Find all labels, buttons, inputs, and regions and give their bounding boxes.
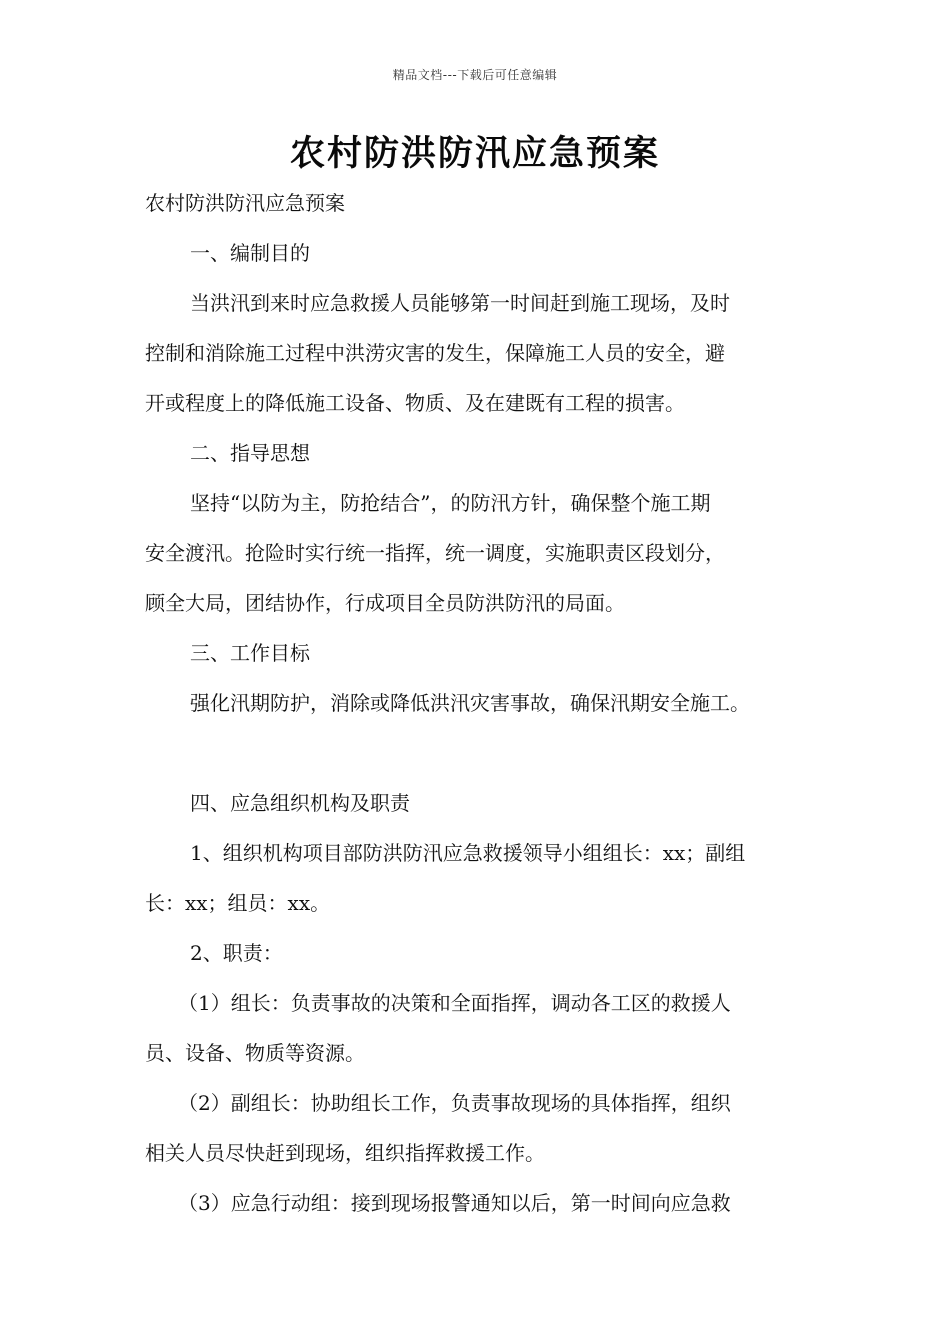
document-title: 农村防洪防汛应急预案 [289, 134, 660, 174]
paragraph-line: 控制和消除施工过程中洪涝灾害的发生，保障施工人员的安全，避 [145, 341, 725, 365]
paragraph-line: 安全渡汛。抢险时实行统一指挥，统一调度，实施职责区段划分， [145, 541, 725, 565]
paragraph-line: （1）组长：负责事故的决策和全面指挥，调动各工区的救援人 [178, 991, 731, 1015]
paragraph-line: 长：xx；组员：xx。 [145, 891, 331, 915]
paragraph-line: 顾全大局，团结协作，行成项目全员防洪防汛的局面。 [145, 591, 625, 615]
section-heading-1: 一、编制目的 [190, 241, 310, 265]
subtitle-line: 农村防洪防汛应急预案 [145, 191, 345, 215]
section-heading-3: 三、工作目标 [190, 641, 310, 665]
section-heading-2: 二、指导思想 [190, 441, 310, 465]
paragraph-line: （2）副组长：协助组长工作，负责事故现场的具体指挥，组织 [178, 1091, 731, 1115]
header-note: 精品文档---下载后可任意编辑 [392, 68, 558, 82]
paragraph-line: （3）应急行动组：接到现场报警通知以后，第一时间向应急救 [178, 1191, 731, 1215]
section-heading-4: 四、应急组织机构及职责 [190, 791, 410, 815]
paragraph-line: 坚持“以防为主，防抢结合”，的防汛方针，确保整个施工期 [190, 491, 711, 515]
paragraph-line: 1、组织机构项目部防洪防汛应急救援领导小组组长：xx；副组 [190, 841, 746, 865]
paragraph-line: 开或程度上的降低施工设备、物质、及在建既有工程的损害。 [145, 391, 685, 415]
paragraph-line: 相关人员尽快赶到现场，组织指挥救援工作。 [145, 1141, 545, 1165]
blank-line [145, 728, 820, 778]
paragraph-line: 当洪汛到来时应急救援人员能够第一时间赶到施工现场，及时 [190, 291, 730, 315]
paragraph-line: 2、职责： [190, 941, 283, 965]
paragraph-line: 员、设备、物质等资源。 [145, 1041, 365, 1065]
document-body [145, 178, 820, 1228]
paragraph-line: 强化汛期防护，消除或降低洪汛灾害事故，确保汛期安全施工。 [190, 691, 750, 715]
